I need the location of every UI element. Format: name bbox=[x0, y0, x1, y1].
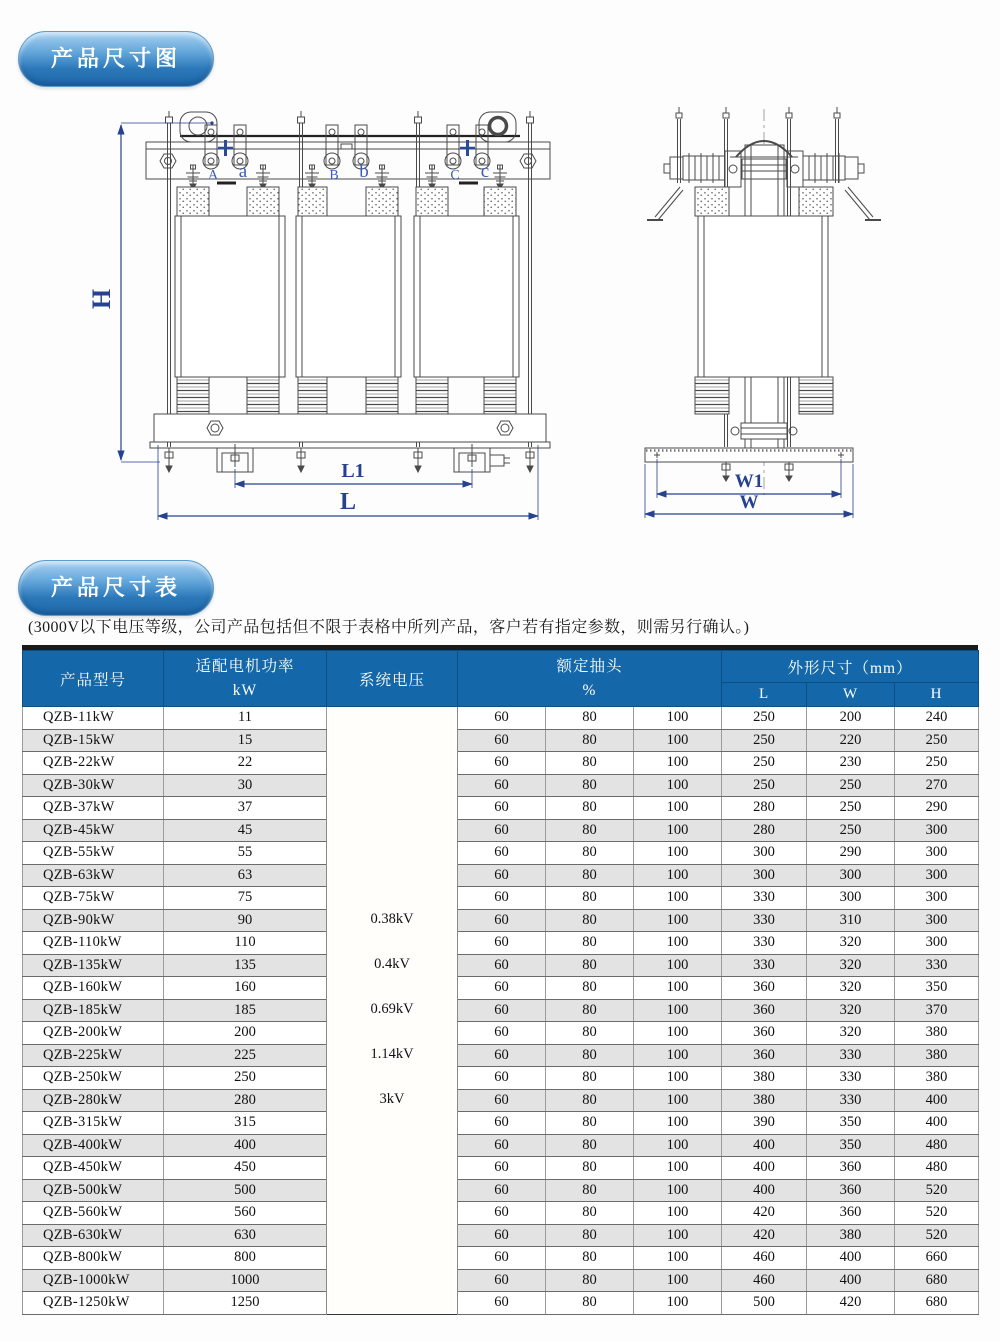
col-header-model: 产品型号 bbox=[23, 651, 164, 707]
cell-power: 560 bbox=[164, 1202, 327, 1225]
cell-tap: 80 bbox=[546, 774, 634, 797]
cell-model: QZB-110kW bbox=[23, 932, 164, 955]
cell-tap: 60 bbox=[458, 1022, 546, 1045]
cell-tap: 60 bbox=[458, 819, 546, 842]
cell-power: 800 bbox=[164, 1247, 327, 1270]
table-row bbox=[23, 932, 979, 955]
cell-model: QZB-315kW bbox=[23, 1112, 164, 1135]
cell-tap: 80 bbox=[546, 1269, 634, 1292]
col-header-dimensions: 外形尺寸（mm） bbox=[722, 651, 979, 683]
table-row bbox=[23, 909, 979, 932]
cell-tap: 80 bbox=[546, 1292, 634, 1315]
table-row bbox=[23, 1044, 979, 1067]
dim-label-w1: W1 bbox=[734, 471, 764, 492]
col-header-H: H bbox=[895, 683, 979, 707]
table-row bbox=[23, 1224, 979, 1247]
cell-W: 250 bbox=[807, 797, 895, 820]
cell-W: 320 bbox=[807, 999, 895, 1022]
cell-tap: 60 bbox=[458, 774, 546, 797]
cell-power: 11 bbox=[164, 707, 327, 730]
col-header-power-line2: kW bbox=[232, 681, 258, 699]
cell-tap: 80 bbox=[546, 999, 634, 1022]
cell-tap: 80 bbox=[546, 842, 634, 865]
cell-L: 500 bbox=[722, 1292, 807, 1315]
cell-tap: 80 bbox=[546, 864, 634, 887]
cell-W: 330 bbox=[807, 1044, 895, 1067]
cell-tap: 60 bbox=[458, 1112, 546, 1135]
cell-tap: 60 bbox=[458, 954, 546, 977]
cell-tap: 60 bbox=[458, 752, 546, 775]
cell-H: 290 bbox=[895, 797, 979, 820]
table-row bbox=[23, 1292, 979, 1315]
cell-tap: 80 bbox=[546, 1202, 634, 1225]
cell-W: 250 bbox=[807, 819, 895, 842]
terminal-label-c: c bbox=[480, 161, 490, 182]
cell-H: 300 bbox=[895, 864, 979, 887]
table-row bbox=[23, 819, 979, 842]
table-row bbox=[23, 1089, 979, 1112]
col-header-tap-line1: 额定抽头 bbox=[556, 658, 623, 676]
cell-W: 350 bbox=[807, 1134, 895, 1157]
cell-tap: 80 bbox=[546, 1089, 634, 1112]
cell-tap: 80 bbox=[546, 909, 634, 932]
cell-tap: 100 bbox=[634, 1134, 722, 1157]
terminal-label-A: A bbox=[207, 168, 219, 183]
cell-W: 330 bbox=[807, 1089, 895, 1112]
cell-H: 250 bbox=[895, 752, 979, 775]
cell-tap: 80 bbox=[546, 1044, 634, 1067]
cell-L: 360 bbox=[722, 999, 807, 1022]
cell-model: QZB-225kW bbox=[23, 1044, 164, 1067]
cell-tap: 100 bbox=[634, 1044, 722, 1067]
cell-tap: 100 bbox=[634, 999, 722, 1022]
cell-tap: 100 bbox=[634, 954, 722, 977]
col-header-W: W bbox=[807, 683, 895, 707]
cell-L: 420 bbox=[722, 1202, 807, 1225]
cell-model: QZB-15kW bbox=[23, 729, 164, 752]
cell-tap: 60 bbox=[458, 1134, 546, 1157]
terminal-label-B: B bbox=[329, 168, 339, 183]
cell-tap: 60 bbox=[458, 1202, 546, 1225]
table-row bbox=[23, 1157, 979, 1180]
cell-tap: 60 bbox=[458, 1292, 546, 1315]
cell-tap: 60 bbox=[458, 1157, 546, 1180]
cell-tap: 100 bbox=[634, 977, 722, 1000]
table-body bbox=[23, 707, 979, 1315]
cell-model: QZB-90kW bbox=[23, 909, 164, 932]
table-row bbox=[23, 752, 979, 775]
table-row bbox=[23, 977, 979, 1000]
cell-H: 660 bbox=[895, 1247, 979, 1270]
cell-power: 630 bbox=[164, 1224, 327, 1247]
table-row bbox=[23, 864, 979, 887]
cell-L: 280 bbox=[722, 797, 807, 820]
cell-tap: 100 bbox=[634, 1202, 722, 1225]
cell-tap: 80 bbox=[546, 819, 634, 842]
cell-L: 360 bbox=[722, 1022, 807, 1045]
cell-W: 290 bbox=[807, 842, 895, 865]
table-row bbox=[23, 954, 979, 977]
cell-L: 460 bbox=[722, 1247, 807, 1270]
table-row bbox=[23, 1269, 979, 1292]
cell-L: 400 bbox=[722, 1157, 807, 1180]
cell-W: 360 bbox=[807, 1179, 895, 1202]
voltage-value: 0.4kV bbox=[374, 956, 410, 973]
table-note: (3000V以下电压等级，公司产品包括但不限于表格中所列产品，客户若有指定参数，则需另行确认。) bbox=[28, 619, 750, 636]
terminal-label-a: a bbox=[238, 161, 248, 182]
cell-tap: 80 bbox=[546, 954, 634, 977]
cell-tap: 60 bbox=[458, 1044, 546, 1067]
cell-H: 380 bbox=[895, 1022, 979, 1045]
cell-tap: 100 bbox=[634, 1247, 722, 1270]
side-view bbox=[645, 107, 881, 495]
table-row bbox=[23, 1202, 979, 1225]
cell-L: 390 bbox=[722, 1112, 807, 1135]
cell-W: 310 bbox=[807, 909, 895, 932]
voltage-value: 0.38kV bbox=[370, 911, 414, 928]
table-row bbox=[23, 1134, 979, 1157]
cell-tap: 100 bbox=[634, 1179, 722, 1202]
cell-W: 330 bbox=[807, 1067, 895, 1090]
cell-tap: 60 bbox=[458, 707, 546, 730]
cell-tap: 80 bbox=[546, 932, 634, 955]
cell-tap: 100 bbox=[634, 1022, 722, 1045]
cell-power: 185 bbox=[164, 999, 327, 1022]
cell-power: 22 bbox=[164, 752, 327, 775]
table-row bbox=[23, 774, 979, 797]
cell-model: QZB-400kW bbox=[23, 1134, 164, 1157]
cell-H: 400 bbox=[895, 1112, 979, 1135]
cell-L: 380 bbox=[722, 1089, 807, 1112]
cell-tap: 80 bbox=[546, 1179, 634, 1202]
cell-tap: 80 bbox=[546, 977, 634, 1000]
cell-power: 110 bbox=[164, 932, 327, 955]
table-row bbox=[23, 842, 979, 865]
cell-tap: 100 bbox=[634, 1112, 722, 1135]
cell-tap: 60 bbox=[458, 729, 546, 752]
cell-H: 680 bbox=[895, 1269, 979, 1292]
cell-L: 250 bbox=[722, 729, 807, 752]
voltage-value: 1.14kV bbox=[370, 1046, 414, 1063]
cell-L: 400 bbox=[722, 1179, 807, 1202]
cell-tap: 100 bbox=[634, 1067, 722, 1090]
cell-power: 63 bbox=[164, 864, 327, 887]
cell-model: QZB-75kW bbox=[23, 887, 164, 910]
cell-power: 280 bbox=[164, 1089, 327, 1112]
cell-H: 380 bbox=[895, 1044, 979, 1067]
cell-H: 520 bbox=[895, 1202, 979, 1225]
cell-tap: 60 bbox=[458, 797, 546, 820]
table-row bbox=[23, 1067, 979, 1090]
front-view bbox=[146, 111, 550, 472]
cell-tap: 80 bbox=[546, 707, 634, 730]
cell-power: 135 bbox=[164, 954, 327, 977]
cell-model: QZB-280kW bbox=[23, 1089, 164, 1112]
dimension-table bbox=[22, 645, 978, 1315]
cell-model: QZB-1250kW bbox=[23, 1292, 164, 1315]
cell-W: 300 bbox=[807, 887, 895, 910]
cell-tap: 80 bbox=[546, 1224, 634, 1247]
cell-tap: 80 bbox=[546, 1022, 634, 1045]
cell-tap: 60 bbox=[458, 1067, 546, 1090]
cell-H: 330 bbox=[895, 954, 979, 977]
cell-power: 37 bbox=[164, 797, 327, 820]
cell-tap: 100 bbox=[634, 819, 722, 842]
cell-L: 280 bbox=[722, 819, 807, 842]
cell-tap: 100 bbox=[634, 887, 722, 910]
cell-model: QZB-630kW bbox=[23, 1224, 164, 1247]
cell-W: 300 bbox=[807, 864, 895, 887]
cell-H: 680 bbox=[895, 1292, 979, 1315]
cell-model: QZB-30kW bbox=[23, 774, 164, 797]
cell-W: 200 bbox=[807, 707, 895, 730]
cell-power: 450 bbox=[164, 1157, 327, 1180]
cell-W: 400 bbox=[807, 1247, 895, 1270]
cell-tap: 80 bbox=[546, 752, 634, 775]
section-title-dimension-table: 产品尺寸表 bbox=[18, 560, 214, 616]
cell-tap: 100 bbox=[634, 932, 722, 955]
cell-H: 300 bbox=[895, 932, 979, 955]
table-row bbox=[23, 729, 979, 752]
cell-H: 520 bbox=[895, 1224, 979, 1247]
cell-model: QZB-185kW bbox=[23, 999, 164, 1022]
voltage-value: 0.69kV bbox=[370, 1001, 414, 1018]
cell-tap: 60 bbox=[458, 1089, 546, 1112]
cell-L: 380 bbox=[722, 1067, 807, 1090]
cell-H: 300 bbox=[895, 819, 979, 842]
cell-tap: 100 bbox=[634, 1269, 722, 1292]
cell-H: 400 bbox=[895, 1089, 979, 1112]
cell-tap: 60 bbox=[458, 887, 546, 910]
table-row bbox=[23, 1179, 979, 1202]
dim-label-l1: L1 bbox=[341, 460, 365, 482]
cell-power: 75 bbox=[164, 887, 327, 910]
cell-power: 315 bbox=[164, 1112, 327, 1135]
cell-power: 200 bbox=[164, 1022, 327, 1045]
table-row bbox=[23, 999, 979, 1022]
cell-tap: 100 bbox=[634, 1157, 722, 1180]
cell-model: QZB-63kW bbox=[23, 864, 164, 887]
cell-power: 45 bbox=[164, 819, 327, 842]
cell-tap: 60 bbox=[458, 932, 546, 955]
cell-power: 1000 bbox=[164, 1269, 327, 1292]
cell-H: 380 bbox=[895, 1067, 979, 1090]
cell-L: 400 bbox=[722, 1134, 807, 1157]
cell-tap: 100 bbox=[634, 1089, 722, 1112]
cell-L: 250 bbox=[722, 707, 807, 730]
cell-model: QZB-560kW bbox=[23, 1202, 164, 1225]
table-row bbox=[23, 887, 979, 910]
table-row bbox=[23, 797, 979, 820]
cell-W: 350 bbox=[807, 1112, 895, 1135]
cell-model: QZB-45kW bbox=[23, 819, 164, 842]
cell-W: 420 bbox=[807, 1292, 895, 1315]
cell-H: 350 bbox=[895, 977, 979, 1000]
cell-power: 225 bbox=[164, 1044, 327, 1067]
cell-model: QZB-500kW bbox=[23, 1179, 164, 1202]
cell-L: 250 bbox=[722, 752, 807, 775]
cell-W: 220 bbox=[807, 729, 895, 752]
cell-L: 300 bbox=[722, 842, 807, 865]
cell-tap: 100 bbox=[634, 1224, 722, 1247]
cell-W: 360 bbox=[807, 1157, 895, 1180]
cell-tap: 80 bbox=[546, 729, 634, 752]
cell-H: 240 bbox=[895, 707, 979, 730]
cell-power: 250 bbox=[164, 1067, 327, 1090]
cell-L: 250 bbox=[722, 774, 807, 797]
cell-W: 230 bbox=[807, 752, 895, 775]
cell-power: 90 bbox=[164, 909, 327, 932]
cell-L: 330 bbox=[722, 954, 807, 977]
table-row bbox=[23, 1112, 979, 1135]
cell-H: 300 bbox=[895, 842, 979, 865]
dimension-diagram bbox=[80, 95, 900, 545]
cell-tap: 100 bbox=[634, 729, 722, 752]
cell-model: QZB-800kW bbox=[23, 1247, 164, 1270]
cell-power: 30 bbox=[164, 774, 327, 797]
cell-tap: 80 bbox=[546, 1112, 634, 1135]
cell-model: QZB-135kW bbox=[23, 954, 164, 977]
cell-L: 420 bbox=[722, 1224, 807, 1247]
cell-tap: 60 bbox=[458, 864, 546, 887]
cell-power: 55 bbox=[164, 842, 327, 865]
cell-tap: 100 bbox=[634, 797, 722, 820]
cell-model: QZB-11kW bbox=[23, 707, 164, 730]
cell-tap: 60 bbox=[458, 999, 546, 1022]
cell-tap: 100 bbox=[634, 707, 722, 730]
col-header-tap-line2: % bbox=[582, 681, 597, 699]
cell-H: 270 bbox=[895, 774, 979, 797]
cell-system-voltage bbox=[327, 707, 458, 1315]
terminal-label-b: b bbox=[359, 161, 369, 182]
cell-W: 360 bbox=[807, 1202, 895, 1225]
cell-H: 520 bbox=[895, 1179, 979, 1202]
col-header-L: L bbox=[722, 683, 807, 707]
cell-tap: 100 bbox=[634, 864, 722, 887]
col-header-voltage: 系统电压 bbox=[327, 651, 458, 707]
cell-tap: 100 bbox=[634, 842, 722, 865]
cell-L: 360 bbox=[722, 1044, 807, 1067]
col-header-power bbox=[164, 651, 327, 707]
dim-label-h: H bbox=[87, 288, 116, 310]
cell-H: 300 bbox=[895, 909, 979, 932]
cell-H: 480 bbox=[895, 1134, 979, 1157]
cell-tap: 60 bbox=[458, 1269, 546, 1292]
cell-power: 500 bbox=[164, 1179, 327, 1202]
cell-model: QZB-160kW bbox=[23, 977, 164, 1000]
cell-model: QZB-37kW bbox=[23, 797, 164, 820]
cell-H: 370 bbox=[895, 999, 979, 1022]
cell-power: 160 bbox=[164, 977, 327, 1000]
cell-W: 400 bbox=[807, 1269, 895, 1292]
cell-H: 250 bbox=[895, 729, 979, 752]
table-row bbox=[23, 1247, 979, 1270]
cell-tap: 80 bbox=[546, 1247, 634, 1270]
voltage-value: 3kV bbox=[379, 1091, 405, 1108]
col-header-power-line1: 适配电机功率 bbox=[195, 658, 295, 676]
cell-tap: 80 bbox=[546, 887, 634, 910]
cell-tap: 60 bbox=[458, 1224, 546, 1247]
cell-H: 480 bbox=[895, 1157, 979, 1180]
cell-model: QZB-55kW bbox=[23, 842, 164, 865]
cell-tap: 80 bbox=[546, 797, 634, 820]
cell-L: 330 bbox=[722, 909, 807, 932]
cell-model: QZB-450kW bbox=[23, 1157, 164, 1180]
section-title-dimension-diagram: 产品尺寸图 bbox=[18, 31, 214, 87]
cell-L: 330 bbox=[722, 887, 807, 910]
cell-tap: 60 bbox=[458, 977, 546, 1000]
table-row bbox=[23, 707, 979, 730]
cell-L: 460 bbox=[722, 1269, 807, 1292]
cell-power: 1250 bbox=[164, 1292, 327, 1315]
cell-model: QZB-1000kW bbox=[23, 1269, 164, 1292]
cell-power: 400 bbox=[164, 1134, 327, 1157]
table-row bbox=[23, 1022, 979, 1045]
cell-power: 15 bbox=[164, 729, 327, 752]
dim-label-w: W bbox=[739, 492, 759, 513]
cell-tap: 100 bbox=[634, 774, 722, 797]
cell-tap: 60 bbox=[458, 909, 546, 932]
cell-W: 320 bbox=[807, 1022, 895, 1045]
cell-tap: 60 bbox=[458, 1247, 546, 1270]
cell-W: 380 bbox=[807, 1224, 895, 1247]
cell-tap: 80 bbox=[546, 1067, 634, 1090]
cell-tap: 100 bbox=[634, 1292, 722, 1315]
cell-L: 330 bbox=[722, 932, 807, 955]
cell-L: 300 bbox=[722, 864, 807, 887]
cell-W: 320 bbox=[807, 977, 895, 1000]
cell-tap: 60 bbox=[458, 1179, 546, 1202]
cell-tap: 100 bbox=[634, 909, 722, 932]
cell-W: 320 bbox=[807, 954, 895, 977]
cell-model: QZB-200kW bbox=[23, 1022, 164, 1045]
cell-tap: 80 bbox=[546, 1157, 634, 1180]
cell-H: 300 bbox=[895, 887, 979, 910]
terminal-label-C: C bbox=[450, 168, 460, 183]
col-header-tap bbox=[458, 651, 722, 707]
cell-model: QZB-22kW bbox=[23, 752, 164, 775]
cell-tap: 80 bbox=[546, 1134, 634, 1157]
cell-model: QZB-250kW bbox=[23, 1067, 164, 1090]
cell-tap: 100 bbox=[634, 752, 722, 775]
cell-tap: 60 bbox=[458, 842, 546, 865]
dim-label-l: L bbox=[339, 489, 357, 515]
cell-W: 250 bbox=[807, 774, 895, 797]
cell-L: 360 bbox=[722, 977, 807, 1000]
cell-W: 320 bbox=[807, 932, 895, 955]
